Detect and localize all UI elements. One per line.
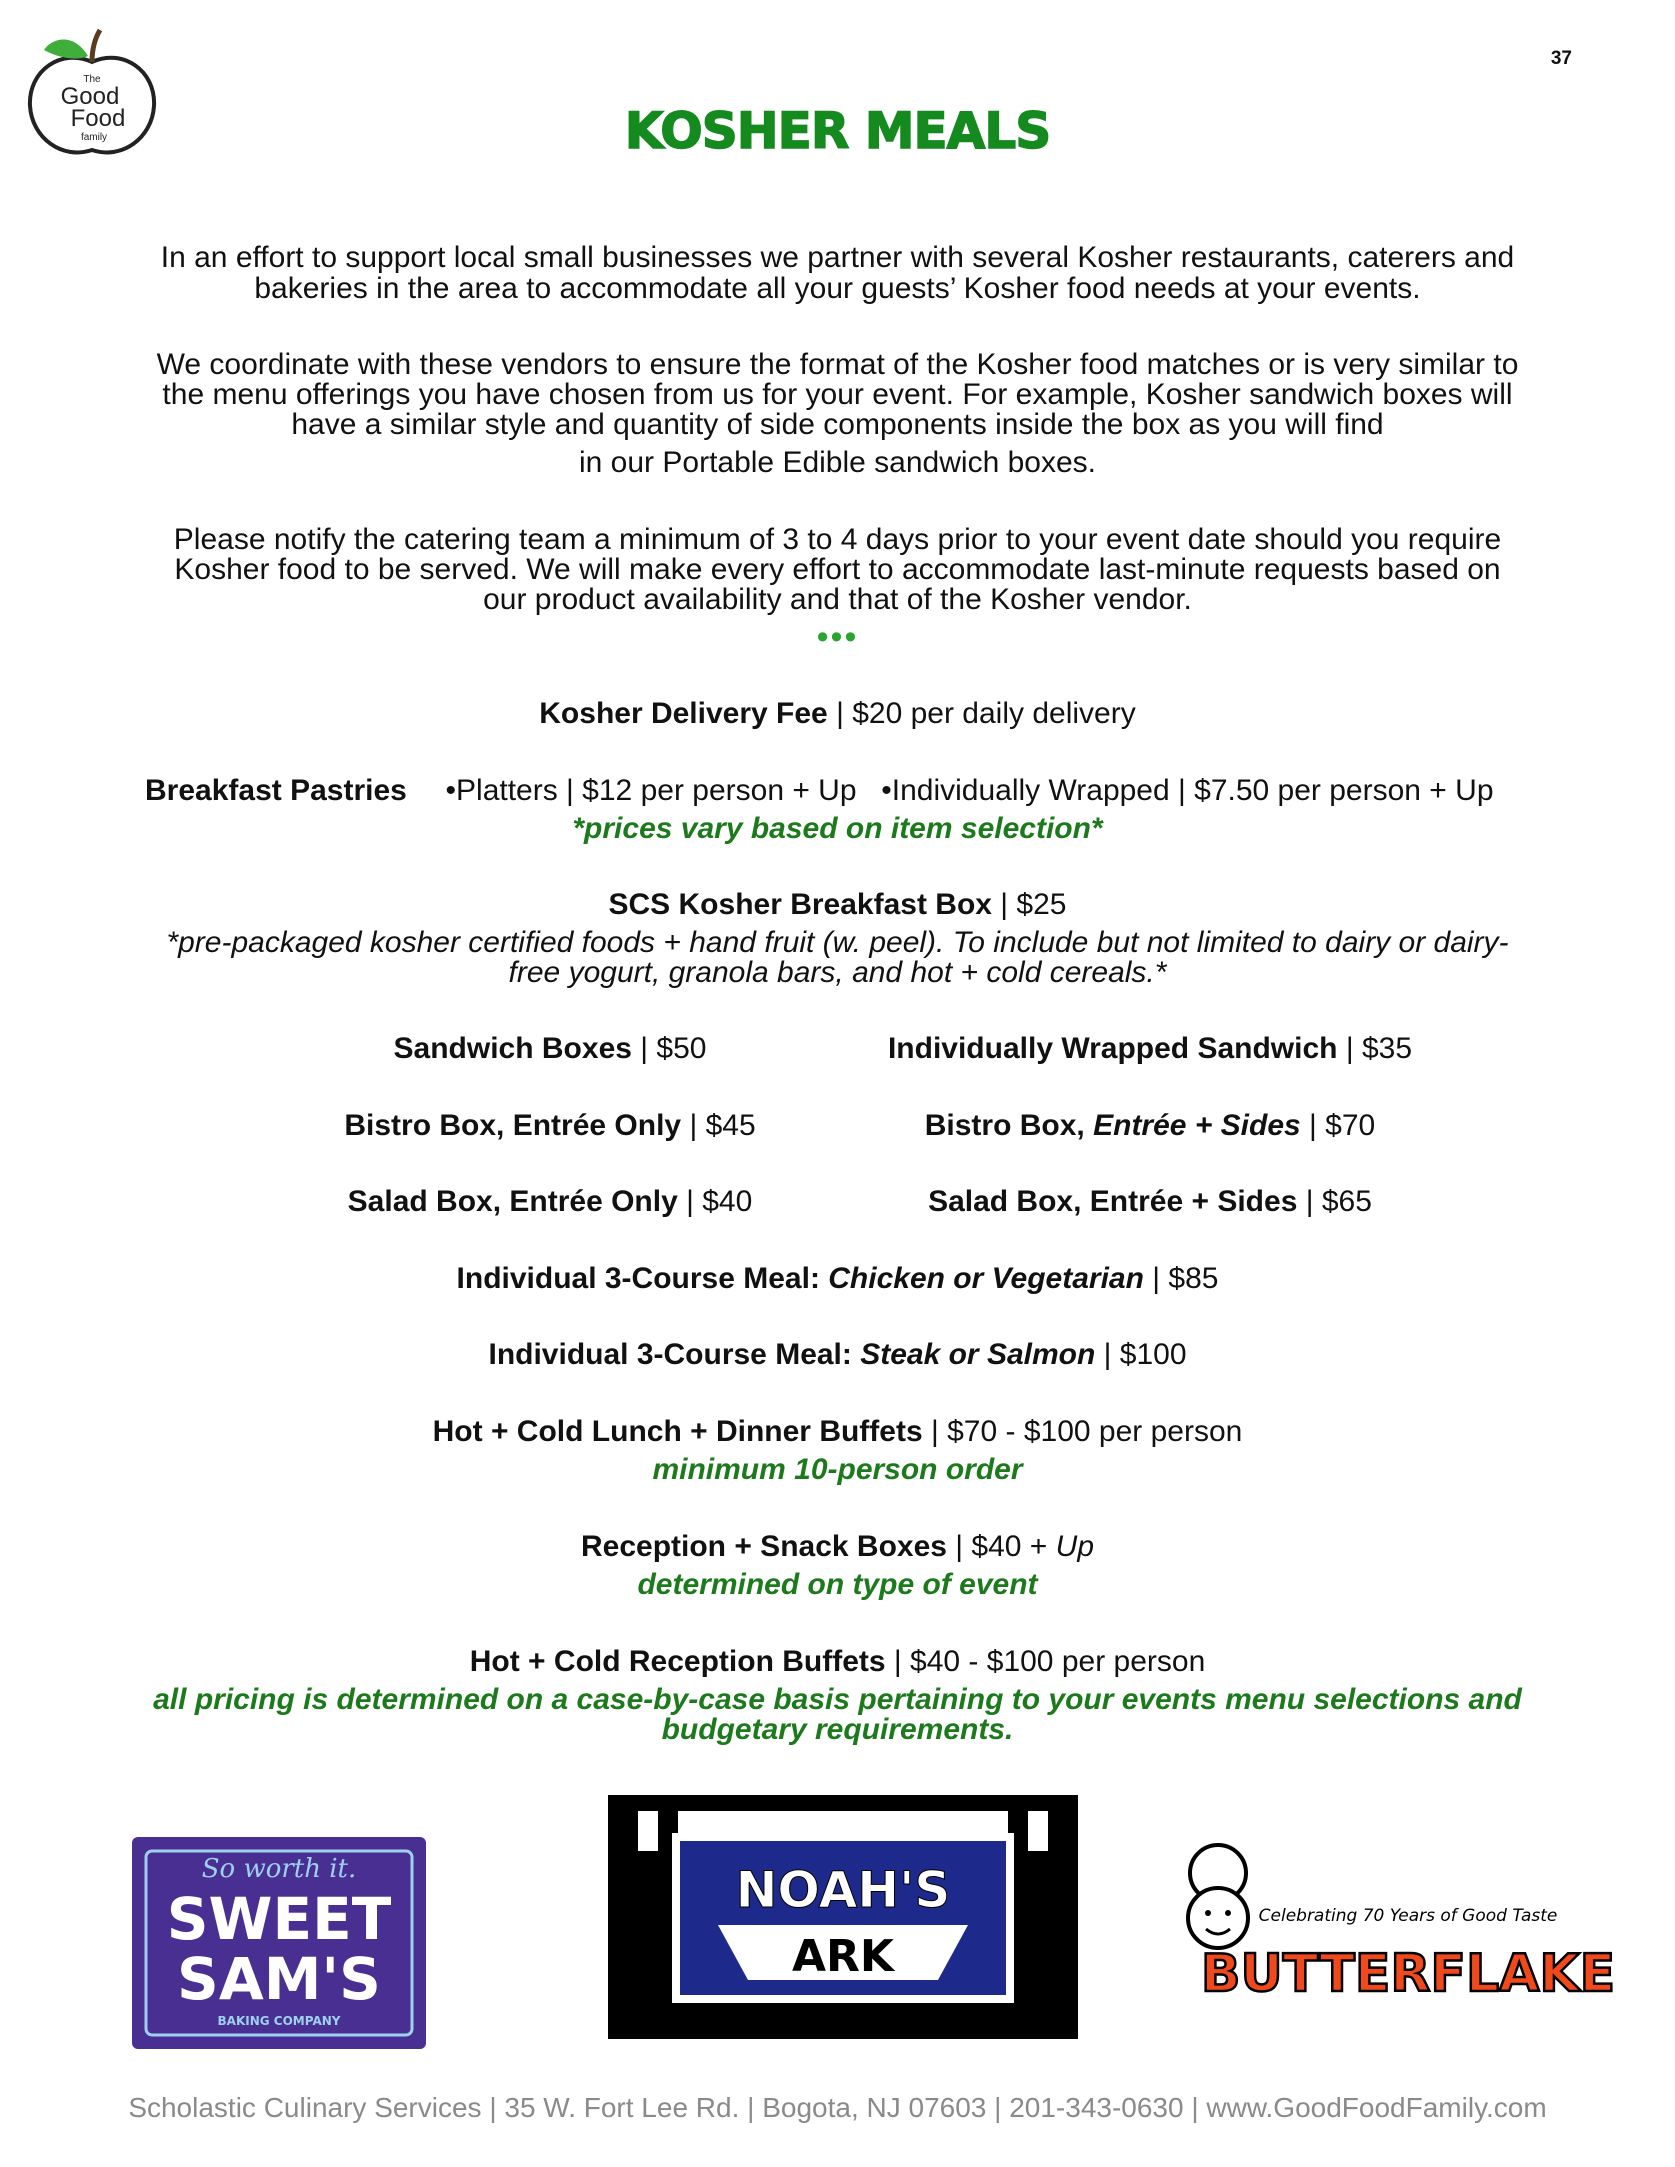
menu-item-bistro-entree xyxy=(250,1109,850,1143)
page-title: KOSHER MEALS xyxy=(624,102,1051,160)
item-name: Hot + Cold Reception Buffets xyxy=(469,1645,886,1678)
page-number: 37 xyxy=(1550,48,1572,69)
menu-item-breakfast-box xyxy=(0,888,1675,922)
item-name: Bistro Box, xyxy=(924,1109,1094,1142)
menu-item-3-course-chicken xyxy=(0,1262,1675,1296)
pricing-note: budgetary requirements. xyxy=(661,1713,1014,1746)
sweet-line-1: SWEET xyxy=(166,1885,392,1953)
menu-item-3-course-steak xyxy=(0,1338,1675,1372)
intro-line: the menu offerings you have chosen from us for your event. For example, Kosher sandwich boxes will xyxy=(162,378,1513,411)
item-price: | $65 xyxy=(1297,1185,1372,1218)
item-name: Individually Wrapped Sandwich xyxy=(887,1032,1338,1065)
menu-item-breakfast-pastries xyxy=(145,774,1494,808)
intro-line: We coordinate with these vendors to ensure the format of the Kosher food matches or is very similar to xyxy=(156,348,1519,381)
item-name-italic: Steak or Salmon xyxy=(860,1338,1096,1371)
item-name: Individual 3-Course Meal: xyxy=(488,1338,861,1371)
item-price-platters: •Platters | $12 per person + Up xyxy=(445,774,857,807)
intro-line: in our Portable Edible sandwich boxes. xyxy=(579,446,1096,479)
item-price: | $70 - $100 per person xyxy=(922,1415,1243,1448)
menu-item-sandwich-boxes xyxy=(250,1032,850,1066)
sweet-sams-logo xyxy=(132,1837,426,2049)
item-name: Salad Box, Entrée Only xyxy=(347,1185,678,1218)
section-divider: ••• xyxy=(816,618,859,656)
sweet-tagline: So worth it. xyxy=(201,1854,357,1884)
item-name: Breakfast Pastries xyxy=(145,774,407,807)
item-name: Sandwich Boxes xyxy=(393,1032,632,1065)
footer-contact: Scholastic Culinary Services | 35 W. Fort Lee Rd. | Bogota, NJ 07603 | 201-343-0630 | www.GoodFoodFamily.com xyxy=(128,2092,1547,2123)
item-price: | $40 + xyxy=(946,1530,1056,1563)
menu-item-reception-buffets xyxy=(0,1645,1675,1679)
item-price-up: Up xyxy=(1055,1530,1095,1563)
logo-good: Good xyxy=(60,83,120,110)
intro-line: Please notify the catering team a minimum of 3 to 4 days prior to your event date should you require xyxy=(173,523,1502,556)
menu-item-delivery-fee xyxy=(0,697,1675,731)
menu-item-reception-boxes xyxy=(0,1530,1675,1564)
item-price: | $85 xyxy=(1143,1262,1219,1295)
item-price: | $40 - $100 per person xyxy=(885,1645,1206,1678)
item-name: Salad Box, Entrée + Sides xyxy=(928,1185,1298,1218)
item-price-wrapped: •Individually Wrapped | $7.50 per person + Up xyxy=(881,774,1494,807)
item-name: Reception + Snack Boxes xyxy=(580,1530,947,1563)
item-name-italic: Entrée + Sides xyxy=(1093,1109,1301,1142)
item-name-italic: Chicken or Vegetarian xyxy=(828,1262,1144,1295)
item-price: | $40 xyxy=(677,1185,753,1218)
reception-boxes-note: determined on type of event xyxy=(637,1568,1038,1601)
breakfast-box-note: *pre-packaged kosher certified foods + hand fruit (w. peel). To include but not limited to dairy or dairy- xyxy=(166,926,1509,959)
item-price: | $100 xyxy=(1095,1338,1187,1371)
item-name: Bistro Box, Entrée Only xyxy=(344,1109,682,1142)
menu-item-salad-entree xyxy=(250,1185,850,1219)
item-name: Kosher Delivery Fee xyxy=(539,697,828,730)
logo-food: Food xyxy=(70,105,126,132)
noah-line-1: NOAH'S xyxy=(735,1861,951,1919)
butterflake-tagline: Celebrating 70 Years of Good Taste xyxy=(1258,1906,1558,1926)
noahs-ark-logo xyxy=(608,1795,1078,2039)
logo-the: The xyxy=(83,74,101,85)
item-price: | $70 xyxy=(1300,1109,1376,1142)
item-price: | $20 per daily delivery xyxy=(827,697,1136,730)
item-price: | $25 xyxy=(991,888,1067,921)
pastries-note: *prices vary based on item selection* xyxy=(572,812,1103,845)
item-price: | $35 xyxy=(1337,1032,1413,1065)
intro-line: our product availability and that of the Kosher vendor. xyxy=(483,583,1192,616)
intro-line: Kosher food to be served. We will make every effort to accommodate last-minute requests based on xyxy=(174,553,1501,586)
item-name: SCS Kosher Breakfast Box xyxy=(608,888,992,921)
item-price: | $45 xyxy=(681,1109,756,1142)
intro-line: In an effort to support local small businesses we partner with several Kosher restaurants, caterers and xyxy=(160,241,1515,274)
menu-item-salad-sides xyxy=(830,1185,1470,1219)
sweet-line-2: SAM'S xyxy=(177,1945,381,2013)
intro-line: bakeries in the area to accommodate all your guests’ Kosher food needs at your events. xyxy=(254,272,1421,305)
menu-item-wrapped-sandwich xyxy=(830,1032,1470,1066)
item-name: Individual 3-Course Meal: xyxy=(456,1262,829,1295)
intro-line: have a similar style and quantity of side components inside the box as you will find xyxy=(291,408,1384,441)
menu-item-bistro-sides xyxy=(830,1109,1470,1143)
buffet-note: minimum 10-person order xyxy=(652,1453,1023,1486)
item-price: | $50 xyxy=(631,1032,707,1065)
pricing-note: all pricing is determined on a case-by-case basis pertaining to your events menu selections and xyxy=(153,1683,1522,1716)
sweet-sub: BAKING COMPANY xyxy=(217,2014,341,2028)
logo-family: family xyxy=(80,132,108,143)
noah-line-2: ARK xyxy=(791,1931,895,1982)
item-name: Hot + Cold Lunch + Dinner Buffets xyxy=(432,1415,923,1448)
butterflake-logo xyxy=(1168,1833,1616,2043)
breakfast-box-note: free yogurt, granola bars, and hot + cold cereals.* xyxy=(508,956,1167,989)
butterflake-name: BUTTERFLAKE xyxy=(1200,1944,1616,2004)
menu-item-buffets xyxy=(0,1415,1675,1449)
